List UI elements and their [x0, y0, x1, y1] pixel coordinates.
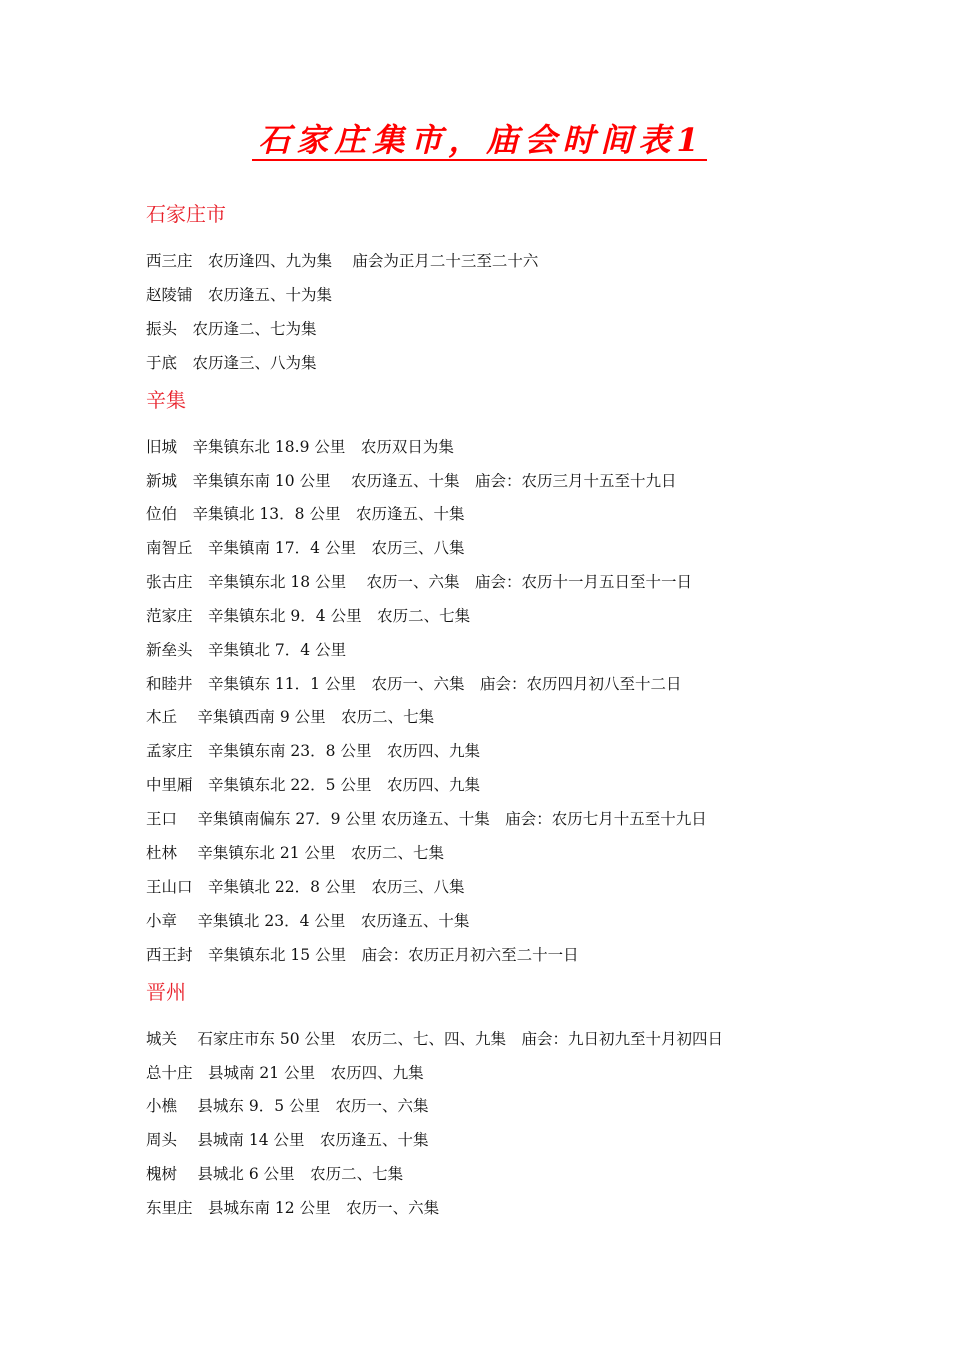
list-item: 王口 辛集镇南偏东 27．9 公里 农历逢五、十集 庙会：农历七月十五至十九日: [146, 810, 707, 828]
section-heading-jinzhou: 晋州: [146, 980, 186, 1004]
list-item: 新垒头 辛集镇北 7．4 公里: [146, 641, 347, 659]
list-item: 新城 辛集镇东南 10 公里 农历逢五、十集 庙会：农历三月十五至十九日: [146, 472, 677, 490]
list-item: 小樵 县城东 9．5 公里 农历一、六集: [146, 1097, 429, 1115]
list-item: 王山口 辛集镇北 22．8 公里 农历三、八集: [146, 878, 465, 896]
list-item: 于底 农历逢三、八为集: [146, 354, 317, 372]
section-heading-shijiazhuang: 石家庄市: [146, 202, 226, 226]
list-item: 杜林 辛集镇东北 21 公里 农历二、七集: [146, 844, 445, 862]
list-item: 位伯 辛集镇北 13．8 公里 农历逢五、十集: [146, 505, 465, 523]
list-item: 槐树 县城北 6 公里 农历二、七集: [146, 1165, 404, 1183]
list-item: 孟家庄 辛集镇东南 23．8 公里 农历四、九集: [146, 742, 480, 760]
list-item: 中里厢 辛集镇东北 22．5 公里 农历四、九集: [146, 776, 480, 794]
section-heading-xinji: 辛集: [146, 388, 186, 412]
list-item: 城关 石家庄市东 50 公里 农历二、七、四、九集 庙会：九日初九至十月初四日: [146, 1030, 724, 1048]
list-item: 范家庄 辛集镇东北 9．4 公里 农历二、七集: [146, 607, 471, 625]
list-item: 西王封 辛集镇东北 15 公里 庙会：农历正月初六至二十一日: [146, 946, 579, 964]
list-item: 张古庄 辛集镇东北 18 公里 农历一、六集 庙会：农历十一月五日至十一日: [146, 573, 693, 591]
list-item: 赵陵铺 农历逢五、十为集: [146, 286, 333, 304]
list-item: 振头 农历逢二、七为集: [146, 320, 317, 338]
document-title: [0, 118, 959, 162]
list-item: 和睦井 辛集镇东 11．1 公里 农历一、六集 庙会：农历四月初八至十二日: [146, 675, 682, 693]
list-item: 旧城 辛集镇东北 18.9 公里 农历双日为集: [146, 438, 454, 456]
list-item: 木丘 辛集镇西南 9 公里 农历二、七集: [146, 708, 435, 726]
document-title-text: 石家庄集市，庙会时间表1: [252, 121, 706, 161]
list-item: 南智丘 辛集镇南 17．4 公里 农历三、八集: [146, 539, 465, 557]
list-item: 总十庄 县城南 21 公里 农历四、九集: [146, 1064, 424, 1082]
list-item: 小章 辛集镇北 23．4 公里 农历逢五、十集: [146, 912, 470, 930]
list-item: 周头 县城南 14 公里 农历逢五、十集: [146, 1131, 429, 1149]
list-item: 西三庄 农历逢四、九为集 庙会为正月二十三至二十六: [146, 252, 539, 270]
list-item: 东里庄 县城东南 12 公里 农历一、六集: [146, 1199, 440, 1217]
